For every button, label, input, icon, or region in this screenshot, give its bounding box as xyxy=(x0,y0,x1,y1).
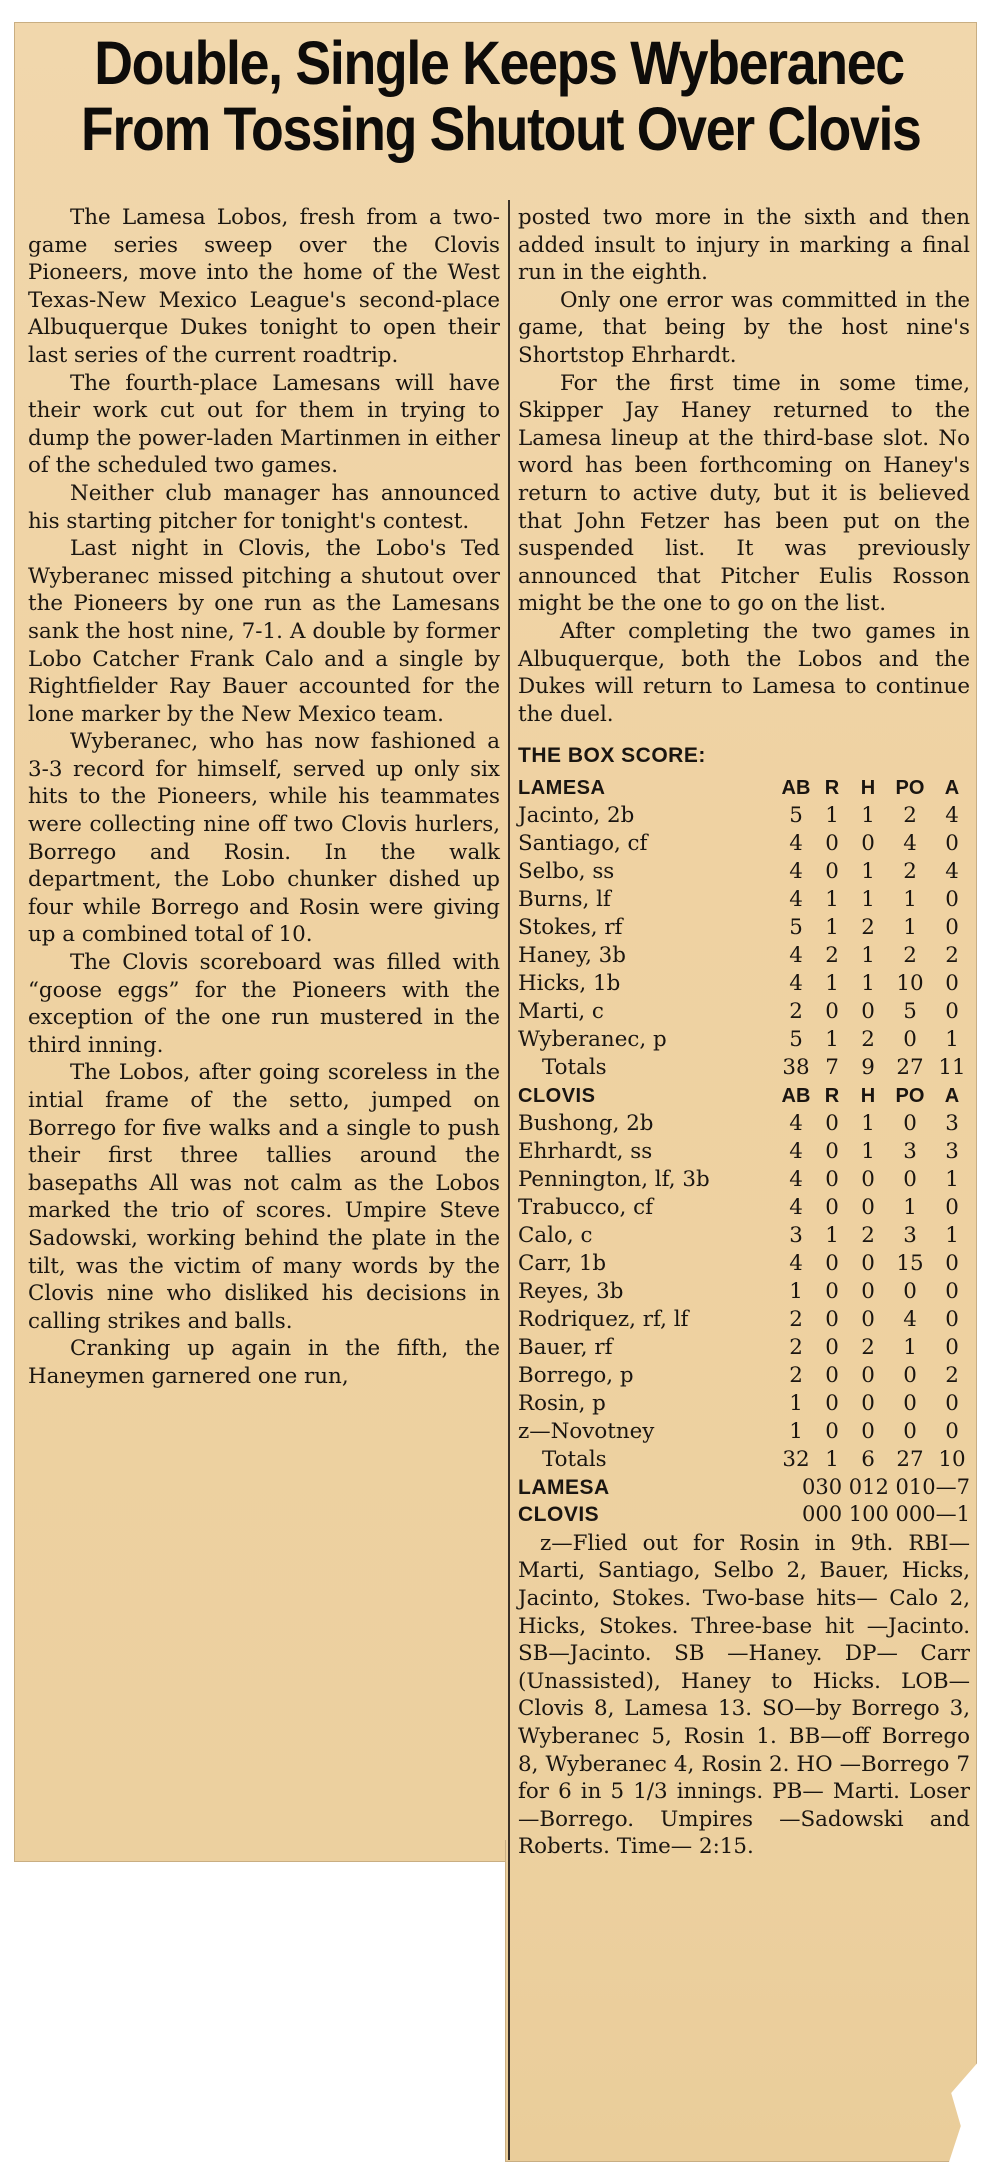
totals-stat: 38 xyxy=(782,1054,810,1080)
player-stat: 1 xyxy=(945,1222,959,1248)
player-stat: 0 xyxy=(825,1390,839,1416)
line-score-innings: 030 012 010—7 xyxy=(802,1474,970,1499)
player-stat: 10 xyxy=(896,970,924,996)
player-stat: 2 xyxy=(789,1362,803,1388)
player-stat: 5 xyxy=(789,914,803,940)
totals-label: Totals xyxy=(542,1446,607,1472)
player-stat: 0 xyxy=(945,914,959,940)
player-stat: 0 xyxy=(945,830,959,856)
box-score-player-row xyxy=(518,830,970,858)
player-name: Wyberanec, p xyxy=(518,1026,667,1052)
player-name: Calo, c xyxy=(518,1222,593,1248)
player-stat: 1 xyxy=(861,1110,875,1136)
player-stat: 1 xyxy=(861,802,875,828)
box-score-player-row xyxy=(518,1026,970,1054)
article-paragraph: posted two more in the sixth and then added insult to injury in marking a final run in the eighth. xyxy=(518,205,970,286)
clovis-player-rows xyxy=(518,1110,970,1474)
player-stat: 0 xyxy=(825,1166,839,1192)
box-score-player-row xyxy=(518,998,970,1026)
player-stat: 2 xyxy=(861,1026,875,1052)
player-stat: 0 xyxy=(945,998,959,1024)
totals-stat: 27 xyxy=(896,1446,924,1472)
player-stat: 1 xyxy=(861,858,875,884)
column-header: H xyxy=(860,1084,876,1107)
box-score-player-row xyxy=(518,1250,970,1278)
player-stat: 1 xyxy=(789,1390,803,1416)
player-stat: 0 xyxy=(903,1362,917,1388)
article-paragraph: The fourth-place Lamesans will have their work cut out for them in trying to dump the power-laden Martinmen in either of the scheduled two games. xyxy=(28,370,500,479)
lamesa-player-rows xyxy=(518,802,970,1082)
box-score-player-row xyxy=(518,858,970,886)
player-stat: 0 xyxy=(861,1418,875,1444)
player-stat: 2 xyxy=(825,942,839,968)
column-header: AB xyxy=(781,776,811,799)
player-stat: 3 xyxy=(903,1222,917,1248)
box-score-lamesa xyxy=(518,774,970,1082)
player-stat: 4 xyxy=(789,1166,803,1192)
player-stat: 1 xyxy=(825,1026,839,1052)
player-stat: 4 xyxy=(789,1138,803,1164)
box-score-header-row xyxy=(518,1082,970,1110)
player-stat: 2 xyxy=(861,1334,875,1360)
player-name: Jacinto, 2b xyxy=(518,802,635,828)
player-stat: 0 xyxy=(945,1334,959,1360)
player-stat: 2 xyxy=(789,1334,803,1360)
totals-stat: 1 xyxy=(825,1446,839,1472)
player-stat: 4 xyxy=(789,1250,803,1276)
player-stat: 2 xyxy=(861,914,875,940)
player-stat: 0 xyxy=(945,1250,959,1276)
player-stat: 1 xyxy=(825,970,839,996)
player-name: Borrego, p xyxy=(518,1362,634,1388)
player-stat: 1 xyxy=(861,970,875,996)
player-stat: 1 xyxy=(825,802,839,828)
column-header: PO xyxy=(895,776,925,799)
player-stat: 0 xyxy=(825,830,839,856)
player-stat: 4 xyxy=(789,1194,803,1220)
player-stat: 0 xyxy=(825,1278,839,1304)
player-stat: 1 xyxy=(825,886,839,912)
player-name: Hicks, 1b xyxy=(518,970,621,996)
player-stat: 1 xyxy=(789,1278,803,1304)
player-stat: 1 xyxy=(861,1138,875,1164)
player-stat: 0 xyxy=(861,1306,875,1332)
player-stat: 2 xyxy=(903,858,917,884)
totals-stat: 32 xyxy=(782,1446,810,1472)
article-paragraph: Cranking up again in the fifth, the Haneymen garnered one run, xyxy=(28,1336,500,1389)
player-stat: 0 xyxy=(861,1194,875,1220)
line-score-row xyxy=(518,1501,970,1528)
player-stat: 1 xyxy=(789,1418,803,1444)
box-score-clovis xyxy=(518,1082,970,1474)
player-stat: 0 xyxy=(825,998,839,1024)
box-score-player-row xyxy=(518,1278,970,1306)
player-stat: 5 xyxy=(903,998,917,1024)
line-score-innings: 000 100 000—1 xyxy=(802,1501,970,1526)
article-paragraph: The Lamesa Lobos, fresh from a two-game series sweep over the Clovis Pioneers, move into the home of the West Texas-New Mexico League's second-place Albuquerque Dukes tonight to open their last series of the current roadtrip. xyxy=(28,205,500,368)
player-name: Santiago, cf xyxy=(518,830,648,856)
article-right-column xyxy=(518,204,970,1861)
player-stat: 0 xyxy=(945,1194,959,1220)
headline-line-1: Double, Single Keeps Wyberanec xyxy=(94,29,904,97)
player-stat: 4 xyxy=(789,830,803,856)
player-stat: 0 xyxy=(825,1138,839,1164)
player-stat: 0 xyxy=(945,886,959,912)
player-name: Ehrhardt, ss xyxy=(518,1138,653,1164)
player-stat: 1 xyxy=(861,942,875,968)
player-stat: 1 xyxy=(825,914,839,940)
player-stat: 0 xyxy=(861,1166,875,1192)
box-score-header-row xyxy=(518,774,970,802)
newspaper-clipping-tail xyxy=(505,1840,977,2162)
totals-stat: 27 xyxy=(896,1054,924,1080)
article-paragraph: The Clovis scoreboard was filled with “goose eggs” for the Pioneers with the exception of the one run mustered in the third inning. xyxy=(28,950,500,1058)
player-stat: 2 xyxy=(945,1362,959,1388)
article-paragraph: Only one error was committed in the game, that being by the host nine's Shortstop Ehrhardt. xyxy=(518,287,970,368)
player-stat: 0 xyxy=(861,1250,875,1276)
player-name: Bauer, rf xyxy=(518,1334,613,1360)
player-name: Stokes, rf xyxy=(518,914,623,940)
player-stat: 0 xyxy=(945,1418,959,1444)
player-name: Haney, 3b xyxy=(518,942,626,968)
player-stat: 3 xyxy=(789,1222,803,1248)
box-score-totals-row xyxy=(518,1054,970,1082)
player-stat: 3 xyxy=(903,1138,917,1164)
box-score-player-row xyxy=(518,1222,970,1250)
player-stat: 15 xyxy=(896,1250,924,1276)
totals-stat: 11 xyxy=(938,1054,966,1080)
player-name: Rosin, p xyxy=(518,1390,606,1416)
player-stat: 0 xyxy=(825,1306,839,1332)
player-stat: 0 xyxy=(903,1390,917,1416)
player-stat: 0 xyxy=(825,1110,839,1136)
player-stat: 3 xyxy=(945,1138,959,1164)
player-stat: 0 xyxy=(903,1110,917,1136)
box-score-player-row xyxy=(518,1138,970,1166)
box-score-player-row xyxy=(518,1110,970,1138)
player-stat: 5 xyxy=(789,1026,803,1052)
player-stat: 1 xyxy=(945,1026,959,1052)
box-score-player-row xyxy=(518,1334,970,1362)
player-stat: 0 xyxy=(861,1390,875,1416)
box-score-summary: z—Flied out for Rosin in 9th. RBI—Marti, Santiago, Selbo 2, Bauer, Hicks, Jacinto, Stokes. Two-base hits— Calo 2, Hicks, Stokes. Three-base hit —Jacinto. SB—Jacinto. SB —Haney. DP— Carr (Unassisted), Haney to Hicks. LOB— Clovis 8, Lamesa 13. SO—by Borrego 3, Wyberanec 5, Rosin 1. BB—off Borrego 8, Wyberanec 4, Rosin 2. HO —Borrego 7 for 6 in 5 1/3 innings. PB— Marti. Loser —Borrego. Umpires —Sadowski and Roberts. Time— 2:15. xyxy=(518,1530,970,1860)
player-stat: 0 xyxy=(861,998,875,1024)
team-name: CLOVIS xyxy=(518,1084,596,1107)
box-score-player-row xyxy=(518,802,970,830)
player-name: Burns, lf xyxy=(518,886,611,912)
totals-stat: 9 xyxy=(861,1054,875,1080)
article-paragraph: After completing the two games in Albuquerque, both the Lobos and the Dukes will return to Lamesa to continue the duel. xyxy=(518,618,970,727)
player-stat: 0 xyxy=(861,1362,875,1388)
player-name: Rodriquez, rf, lf xyxy=(518,1306,689,1332)
article-paragraph: For the first time in some time, Skipper Jay Haney returned to the Lamesa lineup at the third-base slot. No word has been forthcoming on Haney's return to active duty, but it is believed that John Fetzer has been put on the suspended list. It was previously announced that Pitcher Eulis Rosson might be the one to go on the list. xyxy=(518,370,970,617)
player-stat: 1 xyxy=(903,1334,917,1360)
line-score-team: CLOVIS xyxy=(518,1502,600,1526)
player-stat: 0 xyxy=(945,970,959,996)
player-stat: 4 xyxy=(789,1110,803,1136)
player-stat: 2 xyxy=(903,942,917,968)
player-stat: 0 xyxy=(825,1250,839,1276)
article-paragraph: Neither club manager has announced his starting pitcher for tonight's contest. xyxy=(28,480,500,534)
article-paragraph: Last night in Clovis, the Lobo's Ted Wyberanec missed pitching a shutout over the Pioneers by one run as the Lamesans sank the host nine, 7-1. A double by former Lobo Catcher Frank Calo and a single by Rightfielder Ray Bauer accounted for the lone marker by the New Mexico team. xyxy=(28,536,500,727)
player-stat: 0 xyxy=(945,1390,959,1416)
box-score-player-row xyxy=(518,1362,970,1390)
box-score-player-row xyxy=(518,970,970,998)
player-stat: 1 xyxy=(945,1166,959,1192)
player-stat: 1 xyxy=(861,886,875,912)
line-score-row xyxy=(518,1474,970,1501)
box-score-totals-row xyxy=(518,1446,970,1474)
player-stat: 4 xyxy=(903,1306,917,1332)
player-stat: 0 xyxy=(825,1418,839,1444)
player-stat: 0 xyxy=(825,858,839,884)
player-stat: 4 xyxy=(789,886,803,912)
player-stat: 0 xyxy=(903,1026,917,1052)
team-name: LAMESA xyxy=(518,776,606,799)
line-score-team: LAMESA xyxy=(518,1475,610,1499)
player-stat: 4 xyxy=(789,942,803,968)
column-header: A xyxy=(944,1084,960,1107)
headline-line-2: From Tossing Shutout Over Clovis xyxy=(81,95,921,163)
player-stat: 0 xyxy=(945,1278,959,1304)
box-score-heading: THE BOX SCORE: xyxy=(518,744,706,768)
column-header: A xyxy=(944,776,960,799)
column-header: AB xyxy=(781,1084,811,1107)
player-name: Bushong, 2b xyxy=(518,1110,654,1136)
player-stat: 1 xyxy=(903,914,917,940)
player-stat: 0 xyxy=(945,1306,959,1332)
player-stat: 1 xyxy=(903,886,917,912)
player-stat: 2 xyxy=(903,802,917,828)
totals-label: Totals xyxy=(542,1054,607,1080)
player-stat: 2 xyxy=(789,1306,803,1332)
totals-stat: 7 xyxy=(825,1054,839,1080)
player-stat: 2 xyxy=(945,942,959,968)
line-score xyxy=(518,1474,970,1528)
player-name: Reyes, 3b xyxy=(518,1278,624,1304)
player-name: Trabucco, cf xyxy=(518,1194,654,1220)
box-score-player-row xyxy=(518,886,970,914)
player-stat: 4 xyxy=(903,830,917,856)
box-score-player-row xyxy=(518,1166,970,1194)
player-stat: 0 xyxy=(903,1278,917,1304)
article-left-column xyxy=(28,204,500,1391)
box-score-player-row xyxy=(518,1390,970,1418)
player-stat: 3 xyxy=(945,1110,959,1136)
player-name: Pennington, lf, 3b xyxy=(518,1166,710,1192)
box-score-player-row xyxy=(518,1418,970,1446)
article-paragraph: The Lobos, after going scoreless in the intial frame of the setto, jumped on Borrego for five walks and a single to push their first three tallies around the basepaths All was not calm as the Lobos marked the trio of scores. Umpire Steve Sadowski, working behind the plate in the tilt, was the victim of many words by the Clovis nine who disliked his decisions in calling strikes and balls. xyxy=(28,1060,500,1334)
player-stat: 2 xyxy=(861,1222,875,1248)
column-header: PO xyxy=(895,1084,925,1107)
column-header: H xyxy=(860,776,876,799)
article-paragraph: Wyberanec, who has now fashioned a 3-3 record for himself, served up only six hits to the Pioneers, while his teammates were collecting nine off two Clovis hurlers, Borrego and Rosin. In the walk department, the Lobo chunker dished up four while Borrego and Rosin were giving up a combined total of 10. xyxy=(28,729,500,948)
player-stat: 0 xyxy=(861,1278,875,1304)
player-stat: 5 xyxy=(789,802,803,828)
player-name: Carr, 1b xyxy=(518,1250,607,1276)
column-header: R xyxy=(824,1084,840,1107)
column-header: R xyxy=(824,776,840,799)
totals-stat: 10 xyxy=(938,1446,966,1472)
box-score-player-row xyxy=(518,1194,970,1222)
player-stat: 0 xyxy=(825,1334,839,1360)
box-score-player-row xyxy=(518,1306,970,1334)
player-name: Marti, c xyxy=(518,998,604,1024)
headline xyxy=(81,29,921,163)
box-score-player-row xyxy=(518,914,970,942)
player-stat: 1 xyxy=(825,1222,839,1248)
player-stat: 0 xyxy=(861,830,875,856)
player-stat: 4 xyxy=(945,802,959,828)
player-stat: 1 xyxy=(903,1194,917,1220)
player-name: z—Novotney xyxy=(518,1418,655,1444)
player-stat: 0 xyxy=(903,1166,917,1192)
player-stat: 4 xyxy=(945,858,959,884)
column-divider xyxy=(508,200,510,2160)
player-stat: 0 xyxy=(825,1194,839,1220)
box-score-player-row xyxy=(518,942,970,970)
player-stat: 4 xyxy=(789,858,803,884)
player-name: Selbo, ss xyxy=(518,858,615,884)
player-stat: 0 xyxy=(825,1362,839,1388)
player-stat: 4 xyxy=(789,970,803,996)
player-stat: 0 xyxy=(903,1418,917,1444)
player-stat: 2 xyxy=(789,998,803,1024)
totals-stat: 6 xyxy=(861,1446,875,1472)
